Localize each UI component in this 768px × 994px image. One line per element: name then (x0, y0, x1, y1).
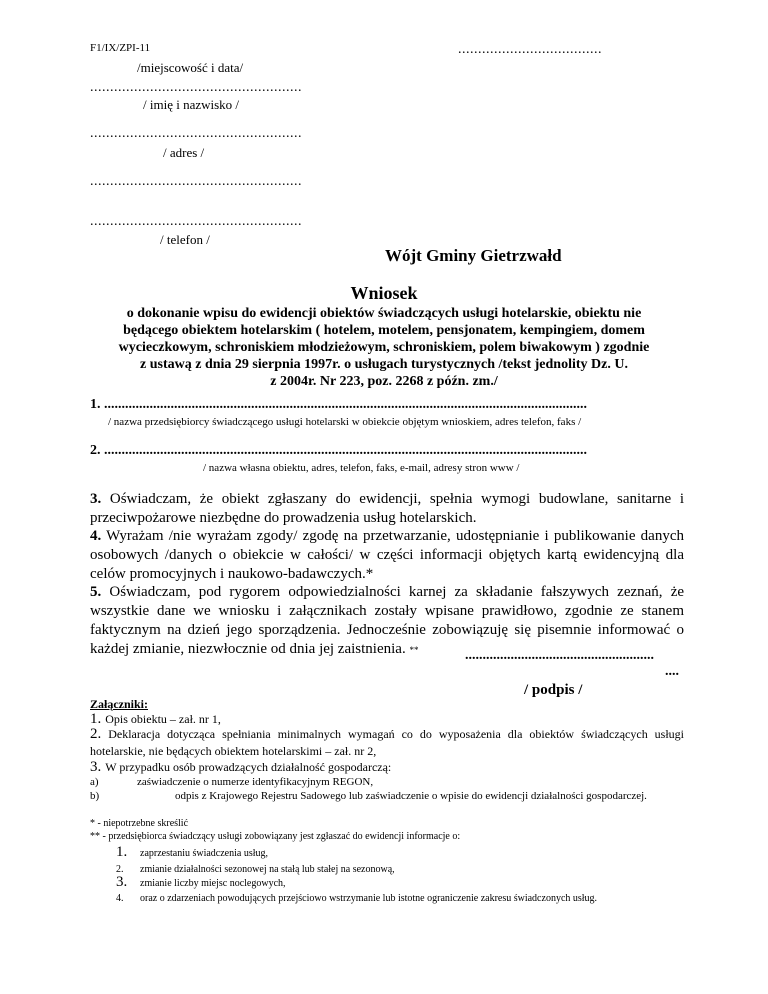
phone-field[interactable]: ..................................................... (90, 214, 302, 229)
footnote-1: * - niepotrzebne skreślić (90, 818, 189, 829)
place-date-field[interactable]: .................................... (458, 42, 602, 57)
item1-number: 1. (90, 397, 101, 412)
subtitle-line: z ustawą z dnia 29 sierpnia 1997r. o usługach turystycznych /tekst jednolity Dz. U. (140, 357, 628, 372)
subtitle-line: o dokonanie wpisu do ewidencji obiektów świadczących usługi hotelarskie, obiektu nie (126, 306, 642, 321)
footnote-item-number: 3. (116, 874, 128, 890)
footnote-2: ** - przedsiębiorca świadczący usługi zobowiązany jest zgłaszać do ewidencji informacje o: (90, 831, 461, 842)
sub-attachment-text: zaświadczenie o numerze identyfikacyjnym REGON, (137, 776, 374, 788)
item2-dots: .......................................................................................................................................... (104, 443, 587, 458)
footnote-item-number: 1. (116, 844, 128, 860)
subtitle-line: będącego obiektem hotelarskim ( hotelem, motelem, pensjonatem, kempingiem, domem (123, 323, 645, 338)
footnote-item-number: 4. (116, 893, 124, 904)
subtitle (60, 305, 708, 390)
item3-number: 3. (90, 491, 102, 507)
attachment-item (90, 726, 684, 760)
page-title: Wniosek (350, 283, 418, 303)
signature-label: / podpis / (524, 682, 583, 698)
address-field[interactable]: ..................................................... (90, 126, 302, 141)
item3-paragraph (90, 490, 684, 528)
attachment-text: Opis obiektu – zał. nr 1, (105, 712, 221, 726)
item4-text: Wyrażam /nie wyrażam zgody/ zgodę na przetwarzanie, udostępnianie i publikowanie danych osobowych /danych o obiekcie w całości/ w części informacji objętych kartą ewidencyjną dla celów promocyjnych i naukowo-badawczych.* (90, 528, 684, 582)
subtitle-line: z 2004r. Nr 223, poz. 2268 z późn. zm./ (270, 374, 498, 389)
item1-dots: .......................................................................................................................................... (104, 397, 587, 412)
name-field[interactable]: ..................................................... (90, 80, 302, 95)
sub-attachment-text: odpis z Krajowego Rejestru Sadowego lub zaświadczenie o wpisie do ewidencji działalności gospodarczej. (175, 790, 647, 802)
item5-mark: ** (409, 645, 419, 655)
phone-label: / telefon / (160, 232, 210, 247)
item4-paragraph (90, 527, 684, 584)
signature-dots-cont: .... (665, 664, 679, 679)
form-code: F1/IX/ZPI-11 (90, 42, 151, 54)
sub-attachment-letter: a) (90, 776, 99, 788)
footnote-item-text: zmianie liczby miejsc noclegowych, (140, 878, 286, 889)
attachment-number: 1. (90, 711, 102, 727)
item4-number: 4. (90, 528, 102, 544)
attachments-heading: Załączniki: (90, 697, 149, 711)
address2-field[interactable]: ..................................................... (90, 174, 302, 189)
address-label: / adres / (163, 145, 205, 160)
item5-text: Oświadczam, pod rygorem odpowiedzialności karnej za składanie fałszywych zeznań, że wszystkie dane we wniosku i załącznikach zostały wpisane prawidłowo, zgodnie ze stanem faktycznym na dzień jego sporządzenia. Jednocześnie zobowiązuję się pisemnie informować o każdej zmianie, niezwłocznie od dnia jej zaistnienia. (90, 584, 685, 657)
attachment-text: Deklaracja dotycząca spełniania minimalnych wymagań co do wyposażenia dla obiektów świadczących usługi hotelarskie, nie będących obiektem hotelarskimi – zał. nr 2, (90, 727, 684, 758)
attachment-number: 3. (90, 759, 102, 775)
addressee: Wójt Gminy Gietrzwałd (385, 246, 562, 265)
item1-caption: / nazwa przedsiębiorcy świadczącego usługi hotelarski w obiekcie objętym wnioskiem, adres telefon, faks / (108, 416, 582, 428)
item1-field[interactable] (90, 397, 587, 413)
place-date-label: /miejscowość i data/ (137, 60, 244, 75)
name-label: / imię i nazwisko / (143, 97, 240, 112)
signature-field[interactable]: ...................................................... (465, 648, 654, 663)
sub-attachment-letter: b) (90, 790, 100, 802)
item2-number: 2. (90, 443, 101, 458)
attachment-number: 2. (90, 726, 102, 742)
subtitle-line: wycieczkowym, schroniskiem młodzieżowym, schroniskiem, polem biwakowym ) zgodnie (118, 340, 650, 355)
footnote-item-text: zaprzestaniu świadczenia usług, (140, 848, 269, 859)
footnote-item-number: 2. (116, 864, 124, 875)
item5-number: 5. (90, 584, 102, 600)
item2-field[interactable] (90, 443, 587, 459)
attachment-text: W przypadku osób prowadzących działalność gospodarczą: (105, 760, 392, 774)
footnote-item-text: zmianie działalności sezonowej na stałą lub stałej na sezonową, (140, 864, 395, 875)
item3-text: Oświadczam, że obiekt zgłaszany do ewidencji, spełnia wymogi budowlane, sanitarne i przeciwpożarowe niezbędne do prowadzenia usług hotelarskich. (90, 491, 685, 526)
item2-caption: / nazwa własna obiektu, adres, telefon, faks, e-mail, adresy stron www / (203, 462, 520, 474)
footnote-item-text: oraz o zdarzeniach powodujących przejściowo wstrzymanie lub istotne ograniczenie zakresu świadczonych usług. (140, 893, 598, 904)
attachment-item (90, 758, 391, 776)
